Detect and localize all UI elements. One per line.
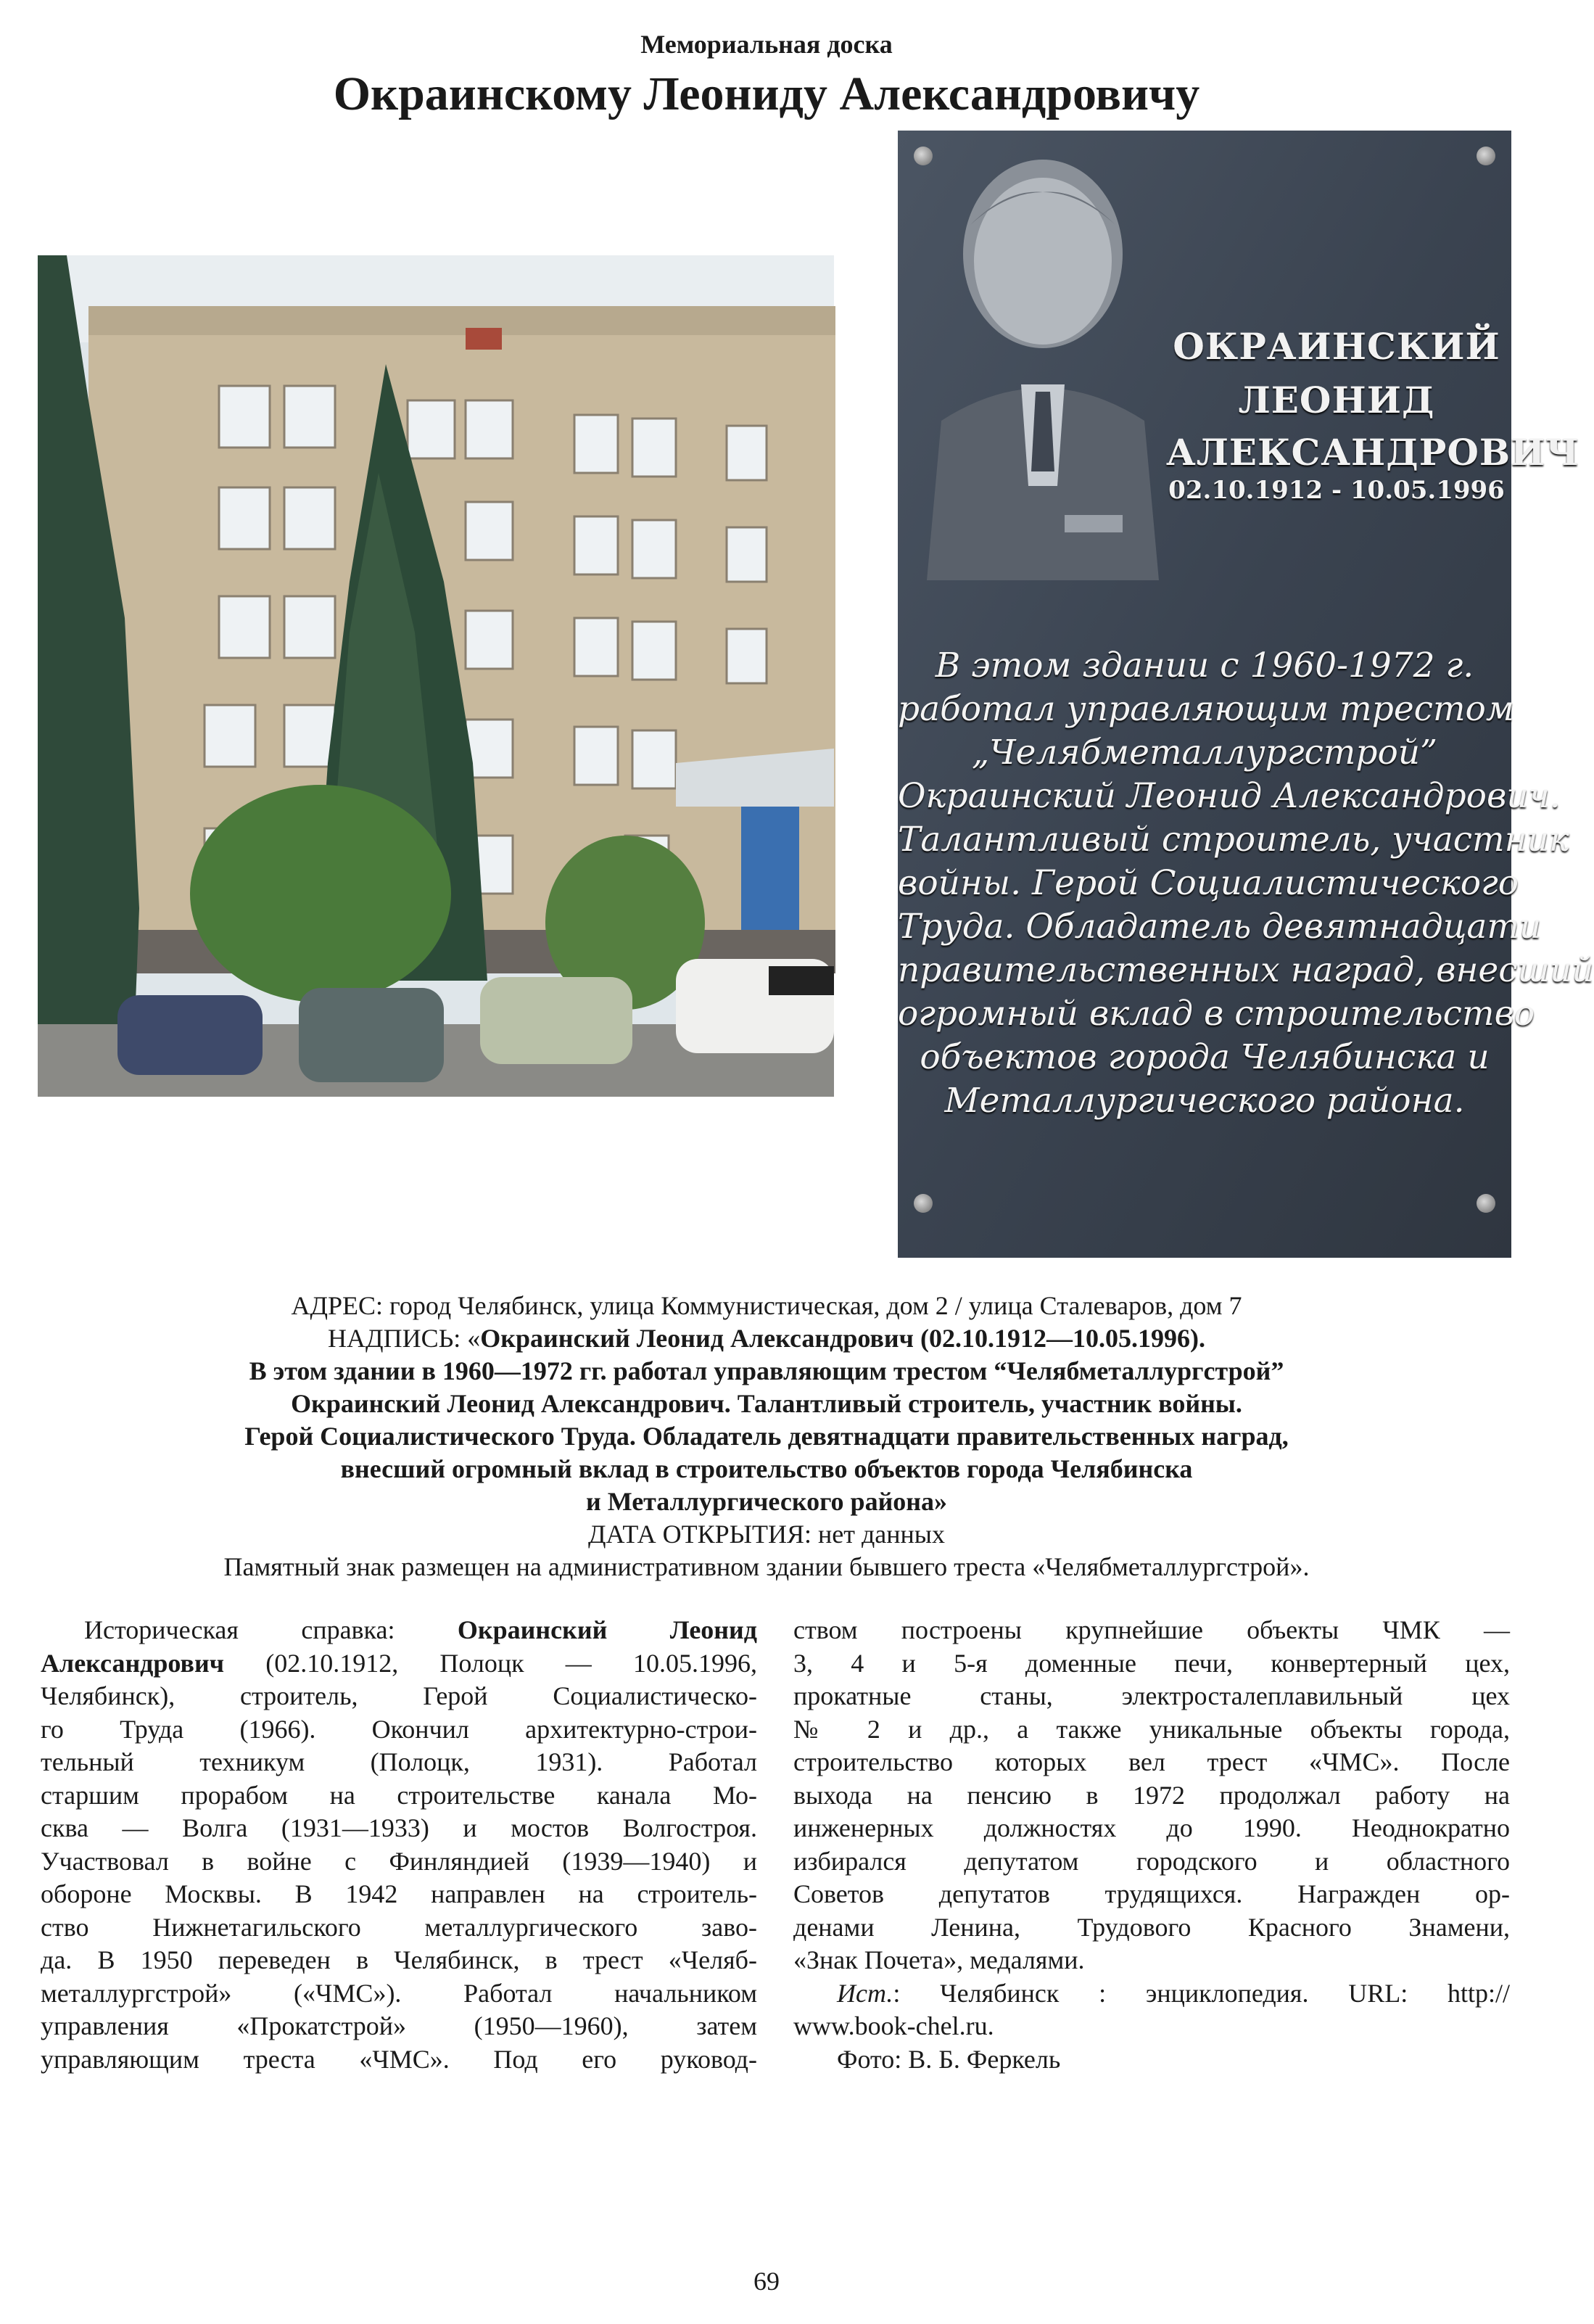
reference-line: избирался депутатом городского и областного — [793, 1846, 1510, 1876]
reference-line: 3, 4 и 5-я доменные печи, конвертерный цех, — [793, 1648, 1510, 1678]
reference-left-column — [41, 1614, 757, 2076]
reference-line: денами Ленина, Трудового Красного Знамени, — [793, 1912, 1510, 1942]
screw-icon — [914, 1194, 933, 1213]
portrait-engraving — [912, 145, 1173, 580]
plaque-text-line: Металлургического района. — [944, 1081, 1465, 1121]
plaque-text-line: Талантливый строитель, участник — [898, 820, 1569, 860]
screw-icon — [914, 147, 933, 165]
reference-line: обороне Москвы. В 1942 направлен на строитель- — [41, 1879, 757, 1908]
plaque-text-line: Труда. Обладатель девятнадцати — [898, 907, 1542, 947]
building-photo — [38, 255, 834, 1097]
reference-line — [41, 1647, 757, 1681]
inscription-text: внесший огромный вклад в строительство объектов города Челябинска — [340, 1454, 1193, 1483]
plaque-text-line: огромный вклад в строительство — [898, 994, 1535, 1034]
reference-line: «Знак Почета», медалями. — [793, 1945, 1085, 1974]
reference-line: инженерных должностях до 1990. Неоднократно — [793, 1813, 1510, 1842]
inscription-line — [29, 1322, 1504, 1355]
reference-intro: Историческая справка: — [84, 1615, 458, 1644]
reference-line: да. В 1950 переведен в Челябинск, в трест «Челяб- — [41, 1945, 757, 1974]
photo-credit: Фото: В. Б. Феркель — [837, 2044, 1061, 2074]
source-label: Ист. — [837, 1978, 893, 2008]
inscription-line — [29, 1453, 1504, 1486]
reference-line: Челябинск), строитель, Герой Социалистическо- — [41, 1681, 757, 1710]
inscription-line — [29, 1388, 1504, 1420]
inscription-text: и Металлургического района» — [585, 1487, 948, 1516]
plaque-text-line: В этом здании с 1960-1972 г. — [935, 646, 1474, 685]
reference-line: ством построены крупнейшие объекты ЧМК — — [793, 1615, 1510, 1644]
reference-line: управляющим треста «ЧМС». Под его руковод- — [41, 2044, 757, 2074]
plaque-text-line: работал управляющим трестом — [898, 689, 1514, 729]
reference-name: Александрович — [41, 1648, 225, 1678]
reference-line: го Труда (1966). Окончил архитектурно-строи- — [41, 1714, 757, 1744]
source-line — [793, 1977, 1510, 2011]
inscription-line — [29, 1355, 1504, 1388]
reference-text: (02.10.1912, Полоцк — 10.05.1996, — [224, 1648, 757, 1678]
reference-line: Советов депутатов трудящихся. Награжден ор- — [793, 1879, 1510, 1908]
plaque-dates: 02.10.1912 - 10.05.1996 — [1168, 476, 1505, 505]
inscription-text: Окраинский Леонид Александрович. Талантливый строитель, участник войны. — [291, 1389, 1242, 1418]
inscription-text: Герой Социалистического Труда. Обладатель девятнадцати правительственных наград, — [244, 1422, 1289, 1451]
plaque-surname: ОКРАИНСКИЙ — [1173, 325, 1500, 368]
plaque-inscription — [898, 644, 1594, 1123]
screw-icon — [1477, 147, 1495, 165]
reference-line: сква — Волга (1931—1933) и мостов Волгостроя. — [41, 1813, 757, 1842]
screw-icon — [1477, 1194, 1495, 1213]
address-line: АДРЕС: город Челябинск, улица Коммунистическая, дом 2 / улица Сталеваров, дом 7 — [291, 1291, 1242, 1320]
memorial-plaque — [898, 131, 1594, 1258]
plaque-text-line: правительственных наград, внесший — [898, 950, 1594, 990]
inscription-line — [29, 1420, 1504, 1453]
memorial-info — [29, 1290, 1504, 1583]
plaque-patronymic: АЛЕКСАНДРОВИЧ — [1166, 431, 1580, 474]
reference-line: тельный техникум (Полоцк, 1931). Работал — [41, 1747, 757, 1776]
reference-line — [41, 1614, 757, 1647]
reference-line: ство Нижнетагильского металлургического заво- — [41, 1912, 757, 1942]
reference-line: старшим прорабом на строительстве канала Мо- — [41, 1780, 757, 1810]
document-subtitle: Мемориальная доска — [640, 30, 893, 59]
plaque-text-line: „Челябметаллургстрой” — [971, 733, 1438, 772]
inscription-line — [29, 1486, 1504, 1518]
source-url: www.book-chel.ru. — [793, 2011, 994, 2040]
reference-right-column — [793, 1614, 1510, 2076]
plaque-text-line: объектов города Челябинска и — [920, 1037, 1490, 1077]
plaque-first-name: ЛЕОНИД — [1238, 379, 1435, 421]
reference-line: строительство которых вел трест «ЧМС». После — [793, 1747, 1510, 1776]
opening-date: ДАТА ОТКРЫТИЯ: нет данных — [588, 1520, 945, 1549]
plaque-text-line: войны. Герой Социалистического — [898, 863, 1519, 903]
reference-line: Участвовал в войне с Финляндией (1939—1940) и — [41, 1846, 757, 1876]
source-text: : Челябинск : энциклопедия. URL: http:// — [893, 1978, 1510, 2008]
reference-line: металлургстрой» («ЧМС»). Работал начальником — [41, 1978, 757, 2008]
inscription-text: Окраинский Леонид Александрович (02.10.1912—10.05.1996). — [480, 1324, 1205, 1353]
plaque-text-line: Окраинский Леонид Александрович. — [898, 776, 1561, 816]
placement-note: Памятный знак размещен на административном здании бывшего треста «Челябметаллургстрой». — [223, 1552, 1310, 1581]
reference-line: № 2 и др., а также уникальные объекты города, — [793, 1714, 1510, 1744]
reference-line: прокатные станы, электросталеплавильный цех — [793, 1681, 1510, 1710]
inscription-text: В этом здании в 1960—1972 гг. работал управляющим трестом “Челябметаллургстрой” — [249, 1356, 1284, 1385]
reference-line: управления «Прокатстрой» (1950—1960), затем — [41, 2011, 757, 2040]
page-number: 69 — [753, 2267, 780, 2296]
inscription-label: НАДПИСЬ: « — [328, 1324, 481, 1353]
reference-line: выхода на пенсию в 1972 продолжал работу на — [793, 1780, 1510, 1810]
document-title: Окраинскому Леониду Александровичу — [333, 67, 1200, 120]
reference-name: Окраинский Леонид — [457, 1615, 757, 1644]
